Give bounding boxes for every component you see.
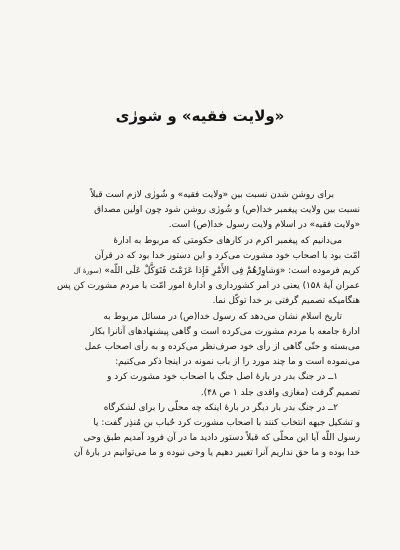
text-line: ادارهٔ جامعه با مردم مشورت می‌کرده است و گاهی پیشنهادهای آنانرا بکار (90, 326, 360, 337)
text-line: تاریخ اسلام نشان می‌دهد که رسول خدا(ص) در مسائل مربوط به (103, 311, 342, 322)
text-line: عمران آیهٔ ۱۵۸) یعنی در امر کشورداری و ادارهٔ امور امّت با مردم مشورت کن پس (56, 281, 360, 292)
text-line: خدا بوده و ما حق نداریم آنرا تغییر دهیم یا وحی نبوده و ما می‌توانیم در بارهٔ آن (73, 448, 360, 459)
text-line: رسول اللّه آیا این محلّی که قبلاً دستور دادید ما در آن فرود آمدیم طبق وحی (83, 433, 360, 444)
text-line: نسبت بین ولایت پیغمبر خدا(ص) و شُورٰی روشن شود چون اولین مصداق (94, 205, 360, 216)
text-line (44, 264, 360, 279)
page-body (44, 188, 360, 462)
quran-verse-line: کریم فرموده است: «وَشاوِرْهُمْ فِی الأَمْرِ فَإِذا عَزَمْتَ فَتَوَکَّلْ عَلَی اللّه» (104, 266, 360, 277)
text-line: می‌دانیم که پیغمبر اکرم در کارهای حکومتی که مربوط به ادارهٔ (113, 235, 342, 246)
text-line: ۱ــ در جنگ بدر در بارهٔ اصل جنگ با اصحاب خود مشورت کرد و (107, 372, 338, 383)
text-line: تصمیم گرفت (مغازی واقدی جلد ۱ ص ۴۸). (200, 387, 360, 398)
chapter-title: «ولایت فقیه» و شورٰی (115, 107, 285, 125)
text-line: برای روشن شدن نسبت بین «ولایت فقیه» و شُورٰی لازم است قبلاً (90, 190, 334, 200)
sura-reference: (سورهٔ آل (73, 267, 102, 276)
text-line: می‌بسته و حتّی گاهی از رأی خود صرف‌نظر می‌کرده و به رأی اصحاب عمل (84, 342, 360, 353)
text-line: و تشکیل جبهه انتخاب کنند با اصحاب مشورت کرد حُباب بن مُنذِر گفت: یا (93, 418, 360, 429)
text-line: ۲ــ در جنگ بدر بار دیگر در بارهٔ اینکه چه محلّی را برای لشکرگاه (103, 402, 338, 413)
text-line: هنگامیکه تصمیم گرفتی بر خدا توکّل نما. (212, 296, 360, 307)
text-line: امّت بود با اصحاب خود مشورت می‌کرد و این دستور خدا بود که در قرآن (94, 250, 360, 261)
text-line: می‌نموده است و ما چند مورد را از باب نمونه در اینجا ذکر می‌کنیم: (115, 357, 360, 368)
text-line: «ولایت فقیه» در اسلام ولایت رسول خدا(ص) است. (168, 220, 360, 231)
